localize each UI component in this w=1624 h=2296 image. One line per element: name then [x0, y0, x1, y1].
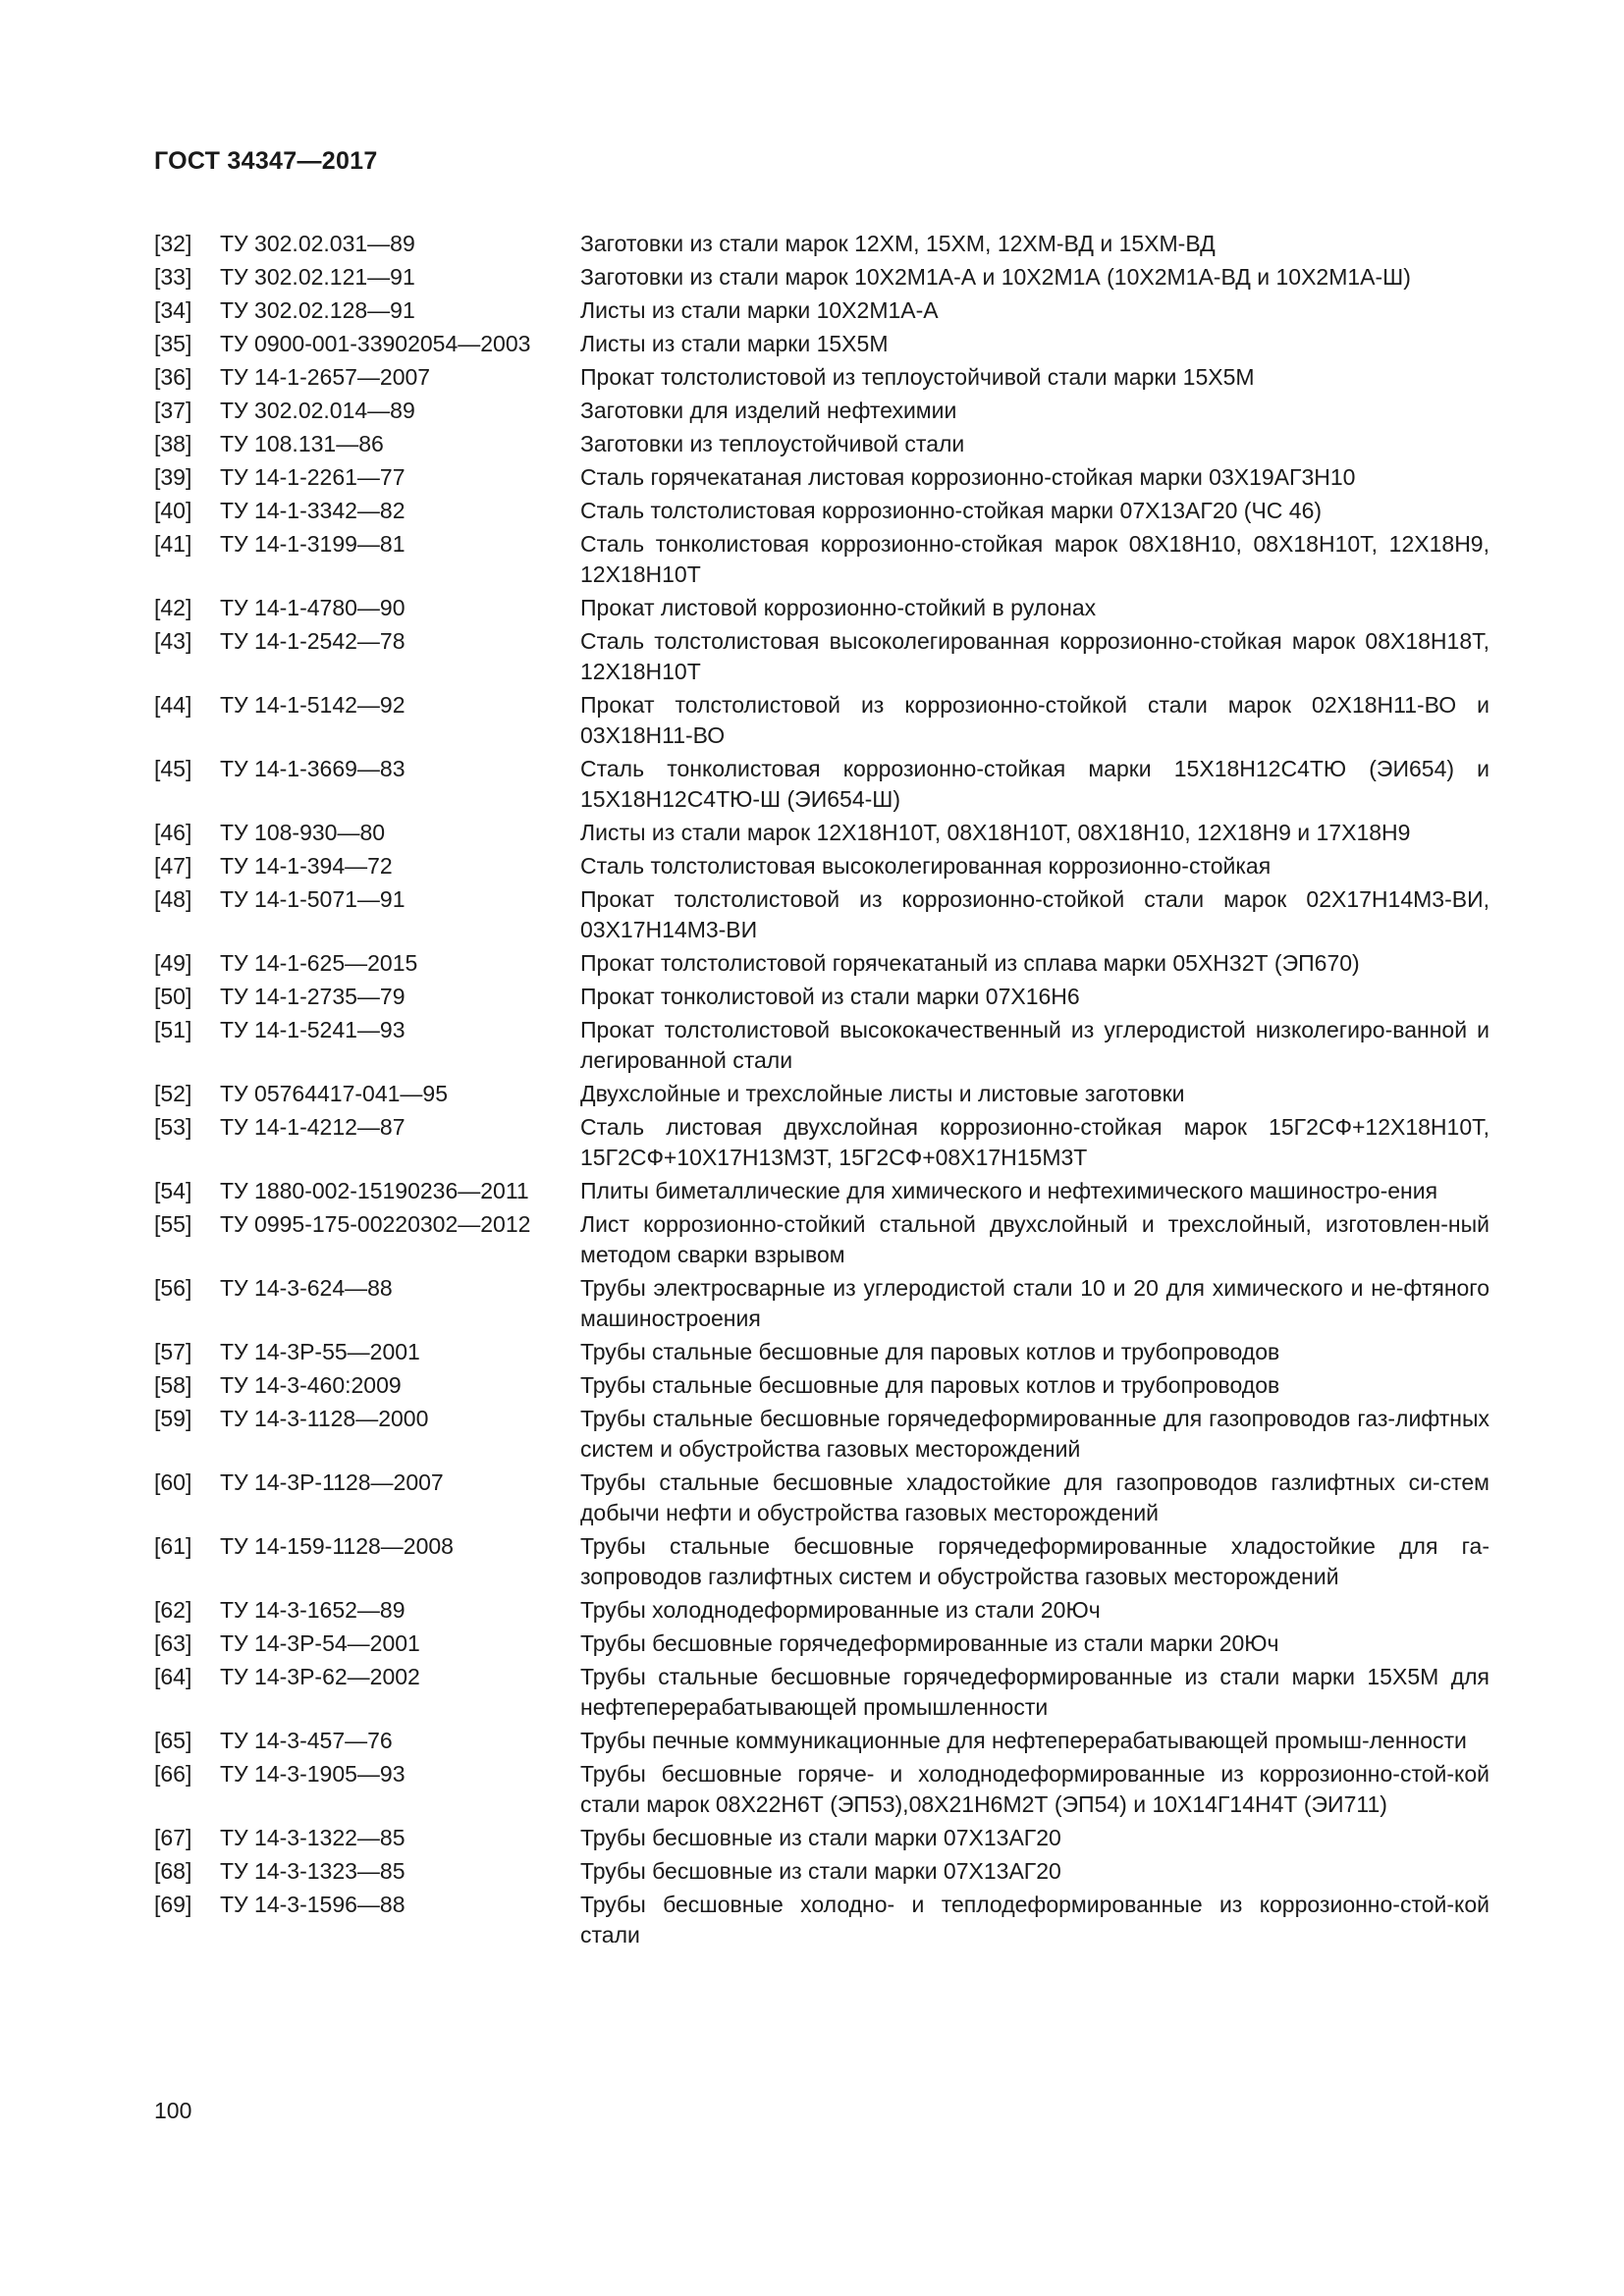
reference-code: ТУ 14-1-2261—77 — [220, 464, 406, 490]
reference-title: Трубы холоднодеформированные из стали 20Юч — [580, 1597, 1101, 1623]
reference-code: ТУ 14-1-3669—83 — [220, 756, 406, 781]
reference-number: [63] — [154, 1630, 192, 1656]
reference-number: [57] — [154, 1339, 192, 1364]
reference-code: ТУ 14-3-1128—2000 — [220, 1406, 429, 1431]
reference-row — [154, 295, 1489, 326]
reference-code: ТУ 302.02.121—91 — [220, 264, 415, 290]
reference-title: Трубы стальные бесшовные горячедеформированные для газопроводов газ-лифтных систем и обустройства газовых месторождений — [580, 1406, 1489, 1462]
reference-number: [41] — [154, 531, 192, 557]
reference-code: ТУ 302.02.128—91 — [220, 297, 415, 323]
reference-row — [154, 626, 1489, 687]
reference-title: Сталь толстолистовая высоколегированная коррозионно-стойкая — [580, 853, 1272, 879]
reference-title: Трубы стальные бесшовные горячедеформированные из стали марки 15Х5М для нефтеперерабатывающей промышленности — [580, 1664, 1489, 1720]
reference-row — [154, 948, 1489, 979]
reference-code: ТУ 14-1-2735—79 — [220, 984, 406, 1009]
reference-row — [154, 1595, 1489, 1626]
reference-code: ТУ 14-1-3342—82 — [220, 498, 406, 523]
reference-number: [60] — [154, 1469, 192, 1495]
reference-title: Трубы стальные бесшовные для паровых котлов и трубопроводов — [580, 1339, 1280, 1364]
reference-code: ТУ 14-3Р-54—2001 — [220, 1630, 420, 1656]
reference-row — [154, 690, 1489, 751]
reference-title: Прокат толстолистовой из теплоустойчивой стали марки 15Х5М — [580, 364, 1255, 390]
reference-row — [154, 884, 1489, 945]
reference-code: ТУ 14-3-1905—93 — [220, 1761, 406, 1787]
reference-title: Трубы стальные бесшовные горячедеформированные хладостойкие для га-зопроводов газлифтных систем и обустройства газовых месторождений — [580, 1533, 1489, 1589]
reference-code: ТУ 14-1-5142—92 — [220, 692, 406, 718]
reference-title: Заготовки для изделий нефтехимии — [580, 398, 957, 423]
reference-number: [38] — [154, 431, 192, 456]
reference-title: Сталь тонколистовая коррозионно-стойкая марок 08Х18Н10, 08Х18Н10Т, 12Х18Н9, 12Х18Н10Т — [580, 531, 1489, 587]
reference-title: Двухслойные и трехслойные листы и листовые заготовки — [580, 1081, 1185, 1106]
reference-title: Трубы бесшовные горячедеформированные из стали марки 20Юч — [580, 1630, 1279, 1656]
reference-number: [40] — [154, 498, 192, 523]
reference-code: ТУ 14-3Р-1128—2007 — [220, 1469, 444, 1495]
reference-code: ТУ 14-3-1596—88 — [220, 1892, 406, 1917]
reference-row — [154, 754, 1489, 815]
reference-row — [154, 1112, 1489, 1173]
reference-number: [61] — [154, 1533, 192, 1559]
reference-row — [154, 1273, 1489, 1334]
reference-list — [154, 229, 1489, 1953]
reference-title: Трубы электросварные из углеродистой стали 10 и 20 для химического и не-фтяного машиностроения — [580, 1275, 1489, 1331]
reference-row — [154, 229, 1489, 259]
reference-number: [54] — [154, 1178, 192, 1203]
reference-number: [49] — [154, 950, 192, 976]
reference-title: Листы из стали марки 10Х2М1А-А — [580, 297, 939, 323]
reference-code: ТУ 108-930—80 — [220, 820, 386, 845]
reference-title: Листы из стали марки 15Х5М — [580, 331, 889, 356]
reference-code: ТУ 0900-001-33902054—2003 — [220, 331, 531, 356]
reference-row — [154, 496, 1489, 526]
reference-code: ТУ 14-3-624—88 — [220, 1275, 393, 1301]
reference-number: [50] — [154, 984, 192, 1009]
reference-code: ТУ 05764417-041—95 — [220, 1081, 448, 1106]
reference-title: Сталь толстолистовая коррозионно-стойкая марки 07Х13АГ20 (ЧС 46) — [580, 498, 1323, 523]
reference-row — [154, 396, 1489, 426]
reference-number: [59] — [154, 1406, 192, 1431]
reference-row — [154, 362, 1489, 393]
reference-number: [64] — [154, 1664, 192, 1689]
reference-code: ТУ 14-3Р-62—2002 — [220, 1664, 420, 1689]
reference-code: ТУ 14-1-5241—93 — [220, 1017, 406, 1042]
reference-code: ТУ 302.02.031—89 — [220, 231, 415, 256]
reference-title: Сталь тонколистовая коррозионно-стойкая марки 15Х18Н12С4ТЮ (ЭИ654) и 15Х18Н12С4ТЮ-Ш (ЭИ654-Ш) — [580, 756, 1489, 812]
reference-row — [154, 1759, 1489, 1820]
reference-code: ТУ 14-3Р-55—2001 — [220, 1339, 420, 1364]
reference-title: Сталь толстолистовая высоколегированная коррозионно-стойкая марок 08Х18Н18Т, 12Х18Н10Т — [580, 628, 1489, 684]
reference-number: [53] — [154, 1114, 192, 1140]
reference-code: ТУ 14-1-625—2015 — [220, 950, 418, 976]
reference-title: Заготовки из стали марок 10Х2М1А-А и 10Х2М1А (10Х2М1А-ВД и 10Х2М1А-Ш) — [580, 264, 1411, 290]
reference-title: Сталь горячекатаная листовая коррозионно-стойкая марки 03Х19АГ3Н10 — [580, 464, 1356, 490]
reference-title: Прокат тонколистовой из стали марки 07Х16Н6 — [580, 984, 1080, 1009]
reference-title: Прокат листовой коррозионно-стойкий в рулонах — [580, 595, 1097, 620]
reference-code: ТУ 14-3-460:2009 — [220, 1372, 402, 1398]
page-number: 100 — [154, 2098, 192, 2123]
reference-code: ТУ 14-1-4212—87 — [220, 1114, 406, 1140]
reference-number: [52] — [154, 1081, 192, 1106]
reference-number: [66] — [154, 1761, 192, 1787]
reference-title: Лист коррозионно-стойкий стальной двухслойный и трехслойный, изготовлен-ный методом сварки взрывом — [580, 1211, 1489, 1267]
reference-number: [43] — [154, 628, 192, 654]
reference-title: Плиты биметаллические для химического и нефтехимического машиностро-ения — [580, 1178, 1438, 1203]
reference-title: Прокат толстолистовой из коррозионно-стойкой стали марок 02Х17Н14М3-ВИ, 03Х17Н14М3-ВИ — [580, 886, 1489, 942]
reference-code: ТУ 14-3-1652—89 — [220, 1597, 406, 1623]
reference-number: [37] — [154, 398, 192, 423]
reference-row — [154, 1629, 1489, 1659]
reference-row — [154, 1890, 1489, 1950]
reference-number: [33] — [154, 264, 192, 290]
reference-title: Прокат толстолистовой из коррозионно-стойкой стали марок 02Х18Н11-ВО и 03Х18Н11-ВО — [580, 692, 1489, 748]
reference-row — [154, 462, 1489, 493]
page-header: ГОСТ 34347—2017 — [154, 147, 378, 175]
reference-number: [46] — [154, 820, 192, 845]
reference-title: Трубы бесшовные из стали марки 07Х13АГ20 — [580, 1825, 1061, 1850]
reference-number: [58] — [154, 1372, 192, 1398]
reference-number: [56] — [154, 1275, 192, 1301]
reference-row — [154, 529, 1489, 590]
reference-code: ТУ 14-1-2657—2007 — [220, 364, 431, 390]
reference-row — [154, 329, 1489, 359]
reference-number: [65] — [154, 1728, 192, 1753]
reference-title: Прокат толстолистовой горячекатаный из сплава марки 05ХН32Т (ЭП670) — [580, 950, 1360, 976]
reference-code: ТУ 14-1-2542—78 — [220, 628, 406, 654]
reference-code: ТУ 1880-002-15190236—2011 — [220, 1178, 529, 1203]
reference-number: [69] — [154, 1892, 192, 1917]
reference-title: Заготовки из стали марок 12ХМ, 15ХМ, 12ХМ-ВД и 15ХМ-ВД — [580, 231, 1216, 256]
reference-row — [154, 1823, 1489, 1853]
reference-title: Трубы стальные бесшовные для паровых котлов и трубопроводов — [580, 1372, 1280, 1398]
reference-row — [154, 1370, 1489, 1401]
reference-row — [154, 429, 1489, 459]
reference-number: [68] — [154, 1858, 192, 1884]
reference-title: Прокат толстолистовой высококачественный из углеродистой низколегиро-ванной и легированной стали — [580, 1017, 1489, 1073]
reference-code: ТУ 14-1-5071—91 — [220, 886, 406, 912]
reference-title: Трубы бесшовные из стали марки 07Х13АГ20 — [580, 1858, 1061, 1884]
reference-title: Трубы бесшовные горяче- и холоднодеформированные из коррозионно-стой-кой стали марок 08Х22Н6Т (ЭП53),08Х21Н6М2Т (ЭП54) и 10Х14Г14Н4Т (ЭИ711) — [580, 1761, 1489, 1817]
reference-number: [35] — [154, 331, 192, 356]
reference-row — [154, 1209, 1489, 1270]
reference-code: ТУ 0995-175-00220302—2012 — [220, 1211, 531, 1237]
reference-code: ТУ 302.02.014—89 — [220, 398, 415, 423]
reference-row — [154, 262, 1489, 293]
reference-row — [154, 982, 1489, 1012]
reference-code: ТУ 14-1-4780—90 — [220, 595, 406, 620]
reference-number: [62] — [154, 1597, 192, 1623]
reference-title: Трубы стальные бесшовные хладостойкие для газопроводов газлифтных си-стем добычи нефти и обустройства газовых месторождений — [580, 1469, 1489, 1525]
reference-row — [154, 1468, 1489, 1528]
reference-row — [154, 1079, 1489, 1109]
reference-title: Трубы бесшовные холодно- и теплодеформированные из коррозионно-стой-кой стали — [580, 1892, 1489, 1948]
reference-code: ТУ 14-1-394—72 — [220, 853, 393, 879]
reference-number: [51] — [154, 1017, 192, 1042]
reference-title: Сталь листовая двухслойная коррозионно-стойкая марок 15Г2СФ+12Х18Н10Т, 15Г2СФ+10Х17Н13М3Т, 15Г2СФ+08Х17Н15М3Т — [580, 1114, 1489, 1170]
reference-row — [154, 1726, 1489, 1756]
reference-number: [45] — [154, 756, 192, 781]
reference-number: [39] — [154, 464, 192, 490]
reference-number: [67] — [154, 1825, 192, 1850]
reference-row — [154, 1662, 1489, 1723]
reference-number: [34] — [154, 297, 192, 323]
reference-code: ТУ 14-1-3199—81 — [220, 531, 406, 557]
reference-code: ТУ 14-159-1128—2008 — [220, 1533, 454, 1559]
reference-title: Листы из стали марок 12Х18Н10Т, 08Х18Н10Т, 08Х18Н10, 12Х18Н9 и 17Х18Н9 — [580, 820, 1411, 845]
reference-row — [154, 1337, 1489, 1367]
reference-row — [154, 1015, 1489, 1076]
reference-number: [48] — [154, 886, 192, 912]
reference-number: [42] — [154, 595, 192, 620]
reference-row — [154, 1176, 1489, 1206]
reference-code: ТУ 108.131—86 — [220, 431, 384, 456]
reference-row — [154, 593, 1489, 623]
reference-row — [154, 1404, 1489, 1465]
reference-row — [154, 851, 1489, 881]
reference-code: ТУ 14-3-1323—85 — [220, 1858, 406, 1884]
reference-title: Трубы печные коммуникационные для нефтеперерабатывающей промыш-ленности — [580, 1728, 1467, 1753]
reference-row — [154, 818, 1489, 848]
reference-number: [44] — [154, 692, 192, 718]
reference-number: [32] — [154, 231, 192, 256]
reference-number: [47] — [154, 853, 192, 879]
reference-number: [55] — [154, 1211, 192, 1237]
reference-number: [36] — [154, 364, 192, 390]
reference-title: Заготовки из теплоустойчивой стали — [580, 431, 965, 456]
reference-code: ТУ 14-3-457—76 — [220, 1728, 393, 1753]
reference-row — [154, 1856, 1489, 1887]
reference-row — [154, 1531, 1489, 1592]
reference-code: ТУ 14-3-1322—85 — [220, 1825, 406, 1850]
